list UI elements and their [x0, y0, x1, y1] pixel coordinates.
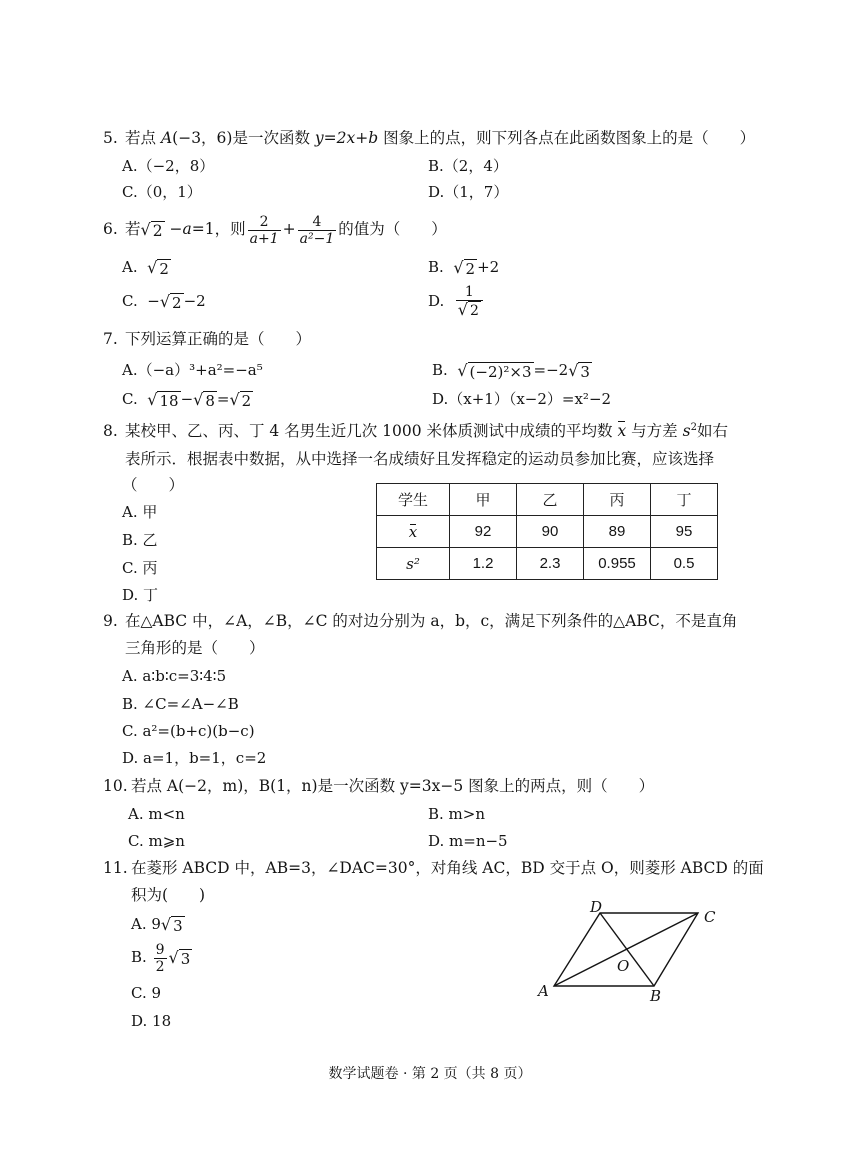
score-table [376, 483, 718, 580]
question-5-option-a: A.（−2，8） [122, 157, 215, 175]
table-row-variance [377, 548, 718, 580]
question-9-option-b: B. ∠C=∠A−∠B [122, 695, 239, 713]
table-row-label: x [377, 516, 450, 548]
table-header-cell: 乙 [517, 484, 584, 516]
rhombus-figure [530, 898, 730, 1008]
page-footer: 数学试题卷 · 第 2 页（共 8 页） [328, 1066, 532, 1082]
question-7-option-b: B. √ (−2)²×3 =−2 √ 3 [432, 360, 590, 381]
table-row-mean [377, 516, 718, 548]
table-row-label: s² [377, 548, 450, 580]
question-8-line-3: （ ） [122, 476, 185, 494]
question-10-option-d: D. m=n−5 [428, 832, 508, 850]
question-6-option-a: A. √ 2 [122, 257, 169, 278]
question-5-option-b: B.（2，4） [428, 157, 508, 175]
question-8-line-2: 表所示．根据表中数据，从中选择一名成绩好且发挥稳定的运动员参加比赛，应该选择 [125, 450, 715, 468]
question-7-stem: 7. 下列运算正确的是（ ） [103, 330, 312, 348]
question-9-option-a: A. a∶b∶c=3∶4∶5 [122, 667, 227, 685]
question-7-option-c: C. √ 18 − √ 8 = √ 2 [122, 389, 252, 410]
question-8-option-c: C. 丙 [122, 559, 158, 577]
question-10-stem: 10. 若点 A(−2，m)，B(1，n)是一次函数 y=3x−5 图象上的两点，则（ ） [103, 777, 655, 795]
label-point-a: A [538, 982, 549, 1000]
table-cell: 0.5 [651, 548, 718, 580]
table-header-cell: 丙 [584, 484, 651, 516]
question-11-option-b: B. $\frac{9}{2}$ √ 3 [131, 941, 191, 975]
question-5-option-d: D.（1，7） [428, 183, 509, 201]
question-7-option-d: D.（x+1）（x−2）=x²−2 [432, 390, 612, 408]
question-10-option-c: C. m⩾n [128, 832, 185, 850]
table-header-cell: 学生 [377, 484, 450, 516]
question-6-option-b: B. √ 2 +2 [428, 257, 500, 278]
table-header-cell: 丁 [651, 484, 718, 516]
table-cell: 90 [517, 516, 584, 548]
question-8-option-b: B. 乙 [122, 531, 158, 549]
question-8-option-d: D. 丁 [122, 586, 159, 604]
table-cell: 89 [584, 516, 651, 548]
question-7-option-a: A.（−a）³+a²=−a⁵ [122, 361, 263, 379]
question-9-option-d: D. a=1，b=1，c=2 [122, 749, 267, 767]
question-10-option-a: A. m<n [128, 805, 185, 823]
diagonal-bd [600, 913, 654, 986]
question-6-option-d: D. 1 √ 2 [428, 284, 485, 320]
label-point-d: D [590, 898, 603, 916]
question-10-option-b: B. m>n [428, 805, 486, 823]
question-5-stem: 5. 若点 A(−3，6)是一次函数 y=2x+b 图象上的点，则下列各点在此函数图象上的是（ ） [103, 129, 756, 147]
table-cell: 2.3 [517, 548, 584, 580]
question-11-line-1: 11. 在菱形 ABCD 中，AB=3，∠DAC=30°，对角线 AC，BD 交于点 O，则菱形 ABCD 的面 [103, 859, 764, 877]
label-point-b: B [650, 987, 662, 1005]
label-point-c: C [704, 908, 716, 926]
question-11-option-a: A. 9 √ 3 [131, 914, 183, 935]
question-11-option-c: C. 9 [131, 984, 162, 1002]
question-8-option-a: A. 甲 [122, 503, 158, 521]
question-9-line-2: 三角形的是（ ） [125, 639, 265, 657]
question-8-line-1: 8. 某校甲、乙、丙、丁 4 名男生近几次 1000 米体质测试中成绩的平均数 x 与方差 $s^2$如右 [103, 422, 728, 440]
question-11-option-d: D. 18 [131, 1012, 172, 1030]
question-6-option-c: C. − √ 2 −2 [122, 291, 206, 312]
table-header-row [377, 484, 718, 516]
question-9-line-1: 9. 在△ABC 中，∠A，∠B，∠C 的对边分别为 a，b，c，满足下列条件的△ABC，不是直角 [103, 612, 738, 630]
table-header-cell: 甲 [450, 484, 517, 516]
question-6-stem: 6. 若 √ 2 −a=1，则 $\frac{2}{a+1}$ + $\frac{4}{\text{a²−1}}$ 的值为（ ） [103, 213, 447, 247]
question-5-option-c: C.（0，1） [122, 183, 202, 201]
table-cell: 95 [651, 516, 718, 548]
table-cell: 1.2 [450, 548, 517, 580]
question-11-line-2: 积为( ) [131, 886, 206, 904]
table-cell: 92 [450, 516, 517, 548]
label-point-o: O [617, 957, 630, 975]
question-9-option-c: C. a²=(b+c)(b−c) [122, 722, 255, 740]
table-cell: 0.955 [584, 548, 651, 580]
